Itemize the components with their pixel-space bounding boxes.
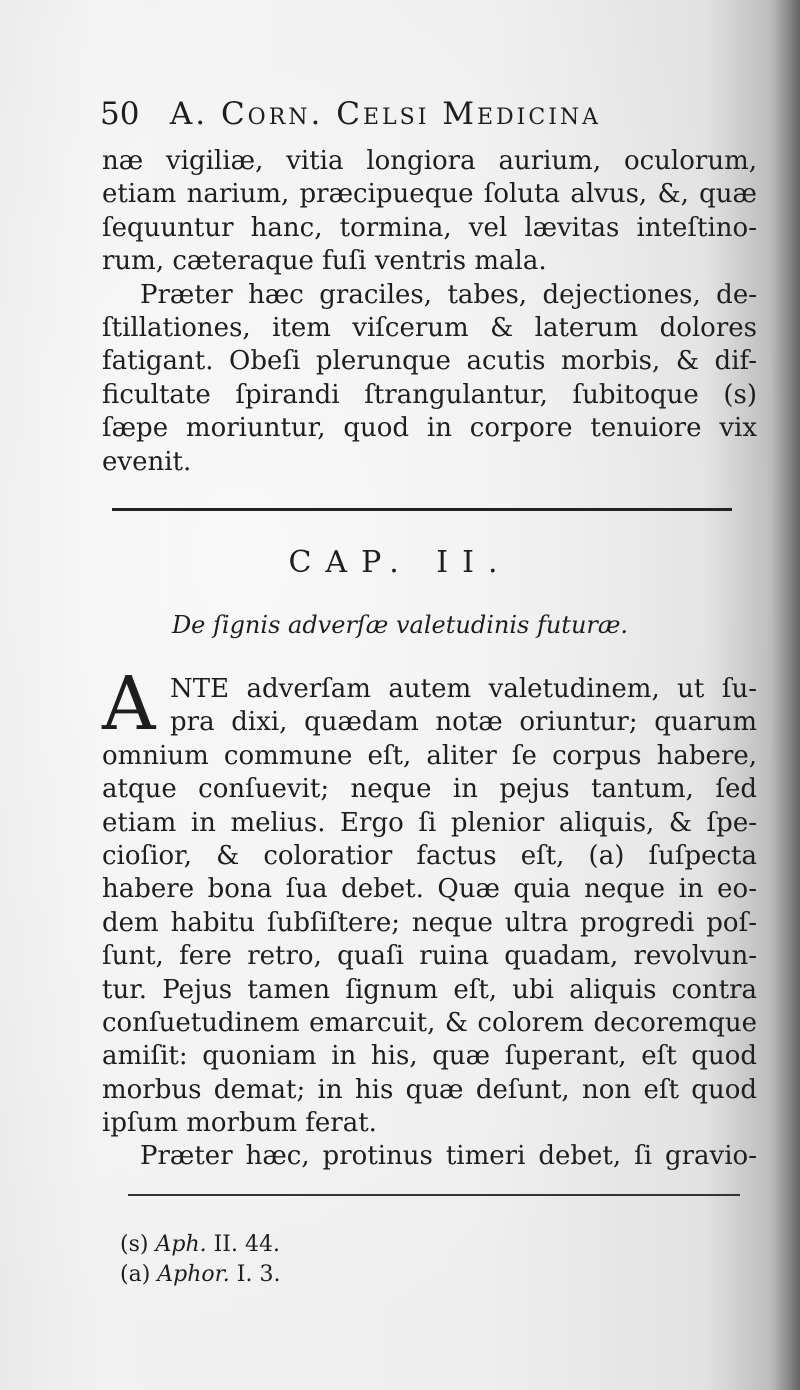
running-head bbox=[100, 94, 680, 134]
text-line: rum, cæteraque fuſi ventris mala. bbox=[102, 246, 547, 277]
text-line: etiam in melius. Ergo ſi plenior aliquis, & ſpe- bbox=[102, 807, 757, 838]
section-divider bbox=[112, 508, 732, 511]
footnote-location: I. 3. bbox=[236, 1262, 281, 1287]
footnote bbox=[120, 1260, 280, 1290]
text-line: omnium commune eſt, aliter ſe corpus habere, bbox=[102, 740, 757, 771]
chapter-heading: CAP. II. bbox=[288, 545, 512, 580]
text-line: næ vigiliæ, vitia longiora aurium, oculorum, bbox=[102, 146, 757, 176]
paragraph-block-1 bbox=[102, 145, 757, 479]
text-line: morbus demat; in his quæ deſunt, non eſt quod bbox=[102, 1074, 757, 1105]
page-edge-shadow bbox=[770, 0, 800, 1390]
text-line: ipſum morbum ferat. bbox=[102, 1108, 377, 1139]
text-line: ſequuntur hanc, tormina, vel lævitas inteſtino- bbox=[102, 212, 757, 243]
footnote-mark: (a) bbox=[120, 1262, 151, 1287]
text-line: ſæpe moriuntur, quod in corpore tenuiore vix bbox=[102, 413, 757, 444]
text-line: ſunt, fere retro, quaſi ruina quadam, revolvun- bbox=[102, 941, 757, 972]
text-line: conſuetudinem emarcuit, & colorem decoremque bbox=[102, 1007, 757, 1038]
footnote bbox=[120, 1230, 280, 1260]
text-line: fatigant. Obeſi plerunque acutis morbis, & dif- bbox=[102, 346, 757, 377]
running-title: A. Corn. Celsi Medicina bbox=[169, 96, 602, 132]
text-line: tur. Pejus tamen ſignum eſt, ubi aliquis contra bbox=[102, 974, 757, 1005]
drop-cap: A bbox=[102, 661, 156, 747]
text-line: ficultate ſpirandi ſtrangulantur, ſubitoque (s) bbox=[102, 379, 757, 410]
text-line: evenit. bbox=[102, 446, 192, 477]
page-number: 50 bbox=[100, 96, 140, 132]
paragraph-block-2 bbox=[102, 673, 757, 1174]
footnote-divider bbox=[128, 1194, 740, 1196]
text-line: ſtillationes, item viſcerum & laterum dolores bbox=[102, 312, 757, 343]
text-line: NTE adverſam autem valetudinem, ut ſu- bbox=[170, 674, 757, 704]
text-line: etiam narium, præcipueque ſoluta alvus, &, quæ bbox=[102, 179, 757, 210]
text-line: cioſior, & coloratior factus eſt, (a) ſuſpecta bbox=[102, 840, 757, 871]
text-line: Præter hæc graciles, tabes, dejectiones, de- bbox=[140, 279, 757, 310]
footnote-reference: Aphor. bbox=[157, 1262, 230, 1287]
chapter-subtitle: De ſignis adverſæ valetudinis futuræ. bbox=[171, 611, 629, 639]
text-line: amiſit: quoniam in his, quæ ſuperant, eſt quod bbox=[102, 1041, 757, 1072]
footnotes bbox=[120, 1230, 280, 1290]
footnote-mark: (s) bbox=[120, 1232, 149, 1257]
text-line: Præter hæc, protinus timeri debet, ſi gravio- bbox=[140, 1141, 757, 1172]
footnote-reference: Aph. bbox=[155, 1232, 207, 1257]
text-line: dem habitu ſubſiſtere; neque ultra progredi poſ- bbox=[102, 907, 757, 938]
text-line: atque conſuevit; neque in pejus tantum, ſed bbox=[102, 774, 757, 805]
text-line: pra dixi, quædam notæ oriuntur; quarum bbox=[170, 707, 757, 738]
footnote-location: II. 44. bbox=[213, 1232, 280, 1257]
text-line: habere bona ſua debet. Quæ quia neque in eo- bbox=[102, 874, 757, 905]
